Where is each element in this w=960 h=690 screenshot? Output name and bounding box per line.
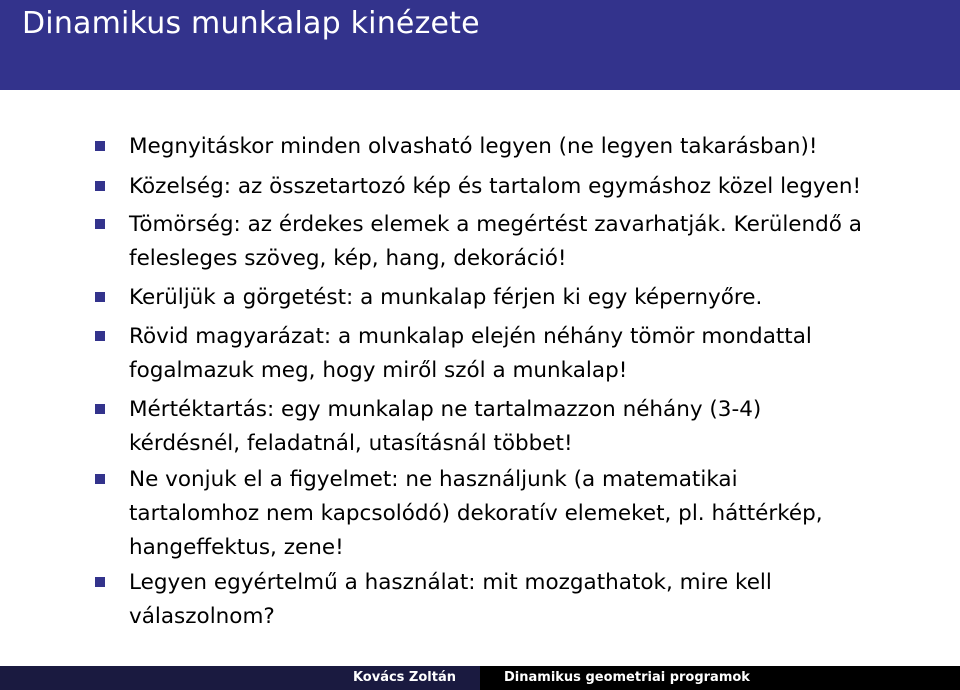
square-bullet-icon <box>95 577 105 587</box>
footer-title: Dinamikus geometriai programok <box>504 670 750 685</box>
bullet-text: Kerüljük a görgetést: a munkalap férjen ki egy képernyőre. <box>129 285 763 310</box>
square-bullet-icon <box>95 292 105 302</box>
bullet-text: Ne vonjuk el a figyelmet: ne használjunk (a matematikai tartalomhoz nem kapcsolódó) dekoratív elemeket, pl. háttérkép, hangeffektus, zene! <box>129 467 823 560</box>
footer-author-panel <box>0 666 480 690</box>
bullet-text: Tömörség: az érdekes elemek a megértést zavarhatják. Kerülendő a felesleges szöveg, kép, hang, dekoráció! <box>129 212 862 271</box>
footer-author: Kovács Zoltán <box>352 670 456 685</box>
square-bullet-icon <box>95 474 105 484</box>
square-bullet-icon <box>95 404 105 414</box>
square-bullet-icon <box>95 181 105 191</box>
square-bullet-icon <box>95 141 105 151</box>
bullet-text: Megnyitáskor minden olvasható legyen (ne legyen takarásban)! <box>129 134 818 159</box>
footer-title-panel <box>480 666 960 690</box>
square-bullet-icon <box>95 219 105 229</box>
bullet-text: Legyen egyértelmű a használat: mit mozgathatok, mire kell válaszolnom? <box>129 570 772 629</box>
slide-title: Dinamikus munkalap kinézete <box>22 6 480 41</box>
bullet-text: Mértéktartás: egy munkalap ne tartalmazzon néhány (3-4) kérdésnél, feladatnál, utasításnál többet! <box>129 397 762 456</box>
footer <box>0 666 960 690</box>
bullet-text: Közelség: az összetartozó kép és tartalom egymáshoz közel legyen! <box>129 174 862 199</box>
square-bullet-icon <box>95 331 105 341</box>
bullet-text: Rövid magyarázat: a munkalap elején néhány tömör mondattal fogalmazuk meg, hogy miről szól a munkalap! <box>129 324 812 383</box>
